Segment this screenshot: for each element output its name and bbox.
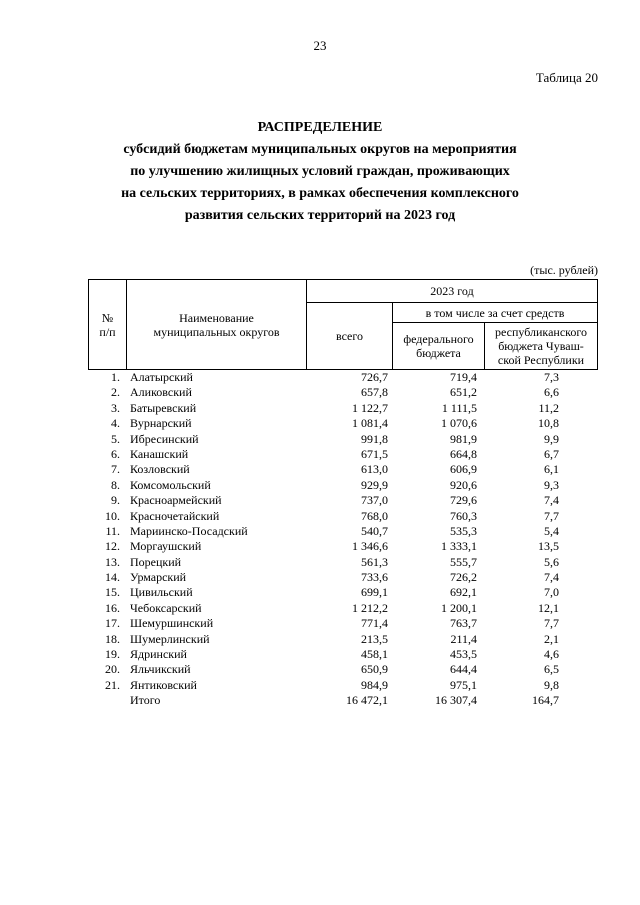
cell-name: Порецкий [130,554,182,569]
header-republic: республиканского бюджета Чуваш- ской Республики [485,323,598,370]
cell-name: Яльчикский [130,662,191,677]
cell-federal: 1 111,5 [441,400,477,415]
table-row [88,601,597,616]
title-line: субсидий бюджетам муниципальных округов на мероприятия [123,142,517,157]
title-line: РАСПРЕДЕЛЕНИЕ [257,120,383,135]
cell-total: 726,7 [361,370,388,384]
cell-republic: 9,8 [544,677,559,692]
table-row [88,478,597,493]
cell-total: 984,9 [361,677,388,692]
cell-name: Красноармейский [130,493,222,508]
table-row [88,678,597,693]
cell-num: 15. [105,585,120,600]
cell-federal: 651,2 [450,385,477,400]
cell-name: Красночетайский [130,508,220,523]
cell-republic: 7,3 [544,370,559,384]
table-row [88,462,597,477]
header-num: № п/п [89,280,127,370]
table-row [88,616,597,631]
cell-republic: 2,1 [544,631,559,646]
cell-num: 18. [105,631,120,646]
cell-total: 1 081,4 [352,416,388,431]
cell-republic: 11,2 [538,400,559,415]
cell-total: 929,9 [361,477,388,492]
table-row [88,493,597,508]
cell-num: 21. [105,677,120,692]
table-row [88,662,597,677]
cell-num: 9. [111,493,120,508]
cell-num: 6. [111,446,120,461]
cell-total: 540,7 [361,523,388,538]
table-row [88,447,597,462]
header-total: всего [307,303,393,370]
header-federal: федерального бюджета [393,323,485,370]
table-body [88,370,597,709]
table-row [88,416,597,431]
cell-republic: 9,3 [544,477,559,492]
cell-num: 11. [105,523,120,538]
cell-republic: 7,7 [544,508,559,523]
cell-federal: 729,6 [450,493,477,508]
cell-num: 16. [105,600,120,615]
table-row [88,370,597,385]
cell-total: 737,0 [361,493,388,508]
cell-total: 1 346,6 [352,539,388,554]
document-title [0,117,640,227]
cell-federal: 535,3 [450,523,477,538]
title-line: по улучшению жилищных условий граждан, проживающих [130,164,510,179]
cell-total: 657,8 [361,385,388,400]
cell-name: Ибресинский [130,431,199,446]
cell-total: 699,1 [361,585,388,600]
cell-federal: 920,6 [450,477,477,492]
table-label: Таблица 20 [535,70,598,85]
table-row [88,432,597,447]
cell-republic: 9,9 [544,431,559,446]
cell-federal: 763,7 [450,616,477,631]
cell-federal: 664,8 [450,446,477,461]
cell-name: Козловский [130,462,190,477]
cell-total: 650,9 [361,662,388,677]
cell-republic: 12,1 [538,600,559,615]
total-row [88,693,597,708]
cell-republic: 7,0 [544,585,559,600]
table-header [88,279,598,370]
table-row [88,585,597,600]
cell-num: 5. [111,431,120,446]
cell-num: 4. [111,416,120,431]
cell-total: 16 472,1 [346,693,388,708]
cell-name: Аликовский [130,385,192,400]
cell-total: 768,0 [361,508,388,523]
cell-federal: 555,7 [450,554,477,569]
cell-republic: 7,4 [544,570,559,585]
cell-federal: 453,5 [450,647,477,662]
cell-num: 13. [105,554,120,569]
cell-federal: 644,4 [450,662,477,677]
cell-num: 7. [111,462,120,477]
cell-federal: 692,1 [450,585,477,600]
cell-name: Чебоксарский [130,600,202,615]
table-row [88,632,597,647]
page-number: 23 [313,38,327,53]
title-line: на сельских территориях, в рамках обеспечения комплексного [121,186,519,201]
cell-republic: 6,6 [544,385,559,400]
cell-federal: 211,4 [450,631,477,646]
cell-name: Итого [130,693,161,708]
header-including: в том числе за счет средств [393,303,598,323]
cell-total: 1 212,2 [352,600,388,615]
header-name: Наименование муниципальных округов [127,280,307,370]
cell-republic: 164,7 [532,693,559,708]
cell-federal: 726,2 [450,570,477,585]
cell-federal: 1 200,1 [441,600,477,615]
cell-name: Ядринский [130,647,187,662]
cell-republic: 10,8 [538,416,559,431]
cell-federal: 16 307,4 [435,693,477,708]
cell-republic: 5,6 [544,554,559,569]
cell-num: 3. [111,400,120,415]
cell-total: 561,3 [361,554,388,569]
cell-name: Шемуршинский [130,616,214,631]
cell-name: Урмарский [130,570,187,585]
cell-republic: 4,6 [544,647,559,662]
cell-federal: 1 333,1 [441,539,477,554]
table-row [88,647,597,662]
table-row [88,509,597,524]
cell-num: 8. [111,477,120,492]
cell-name: Вурнарский [130,416,192,431]
cell-name: Комсомольский [130,477,211,492]
cell-name: Алатырский [130,370,193,384]
units-label: (тыс. рублей) [530,263,598,277]
table-row [88,385,597,400]
cell-name: Цивильский [130,585,193,600]
cell-total: 213,5 [361,631,388,646]
cell-num: 2. [111,385,120,400]
cell-republic: 7,4 [544,493,559,508]
cell-total: 771,4 [361,616,388,631]
cell-num: 14. [105,570,120,585]
cell-federal: 1 070,6 [441,416,477,431]
cell-federal: 606,9 [450,462,477,477]
cell-num: 1. [111,370,120,384]
cell-republic: 13,5 [538,539,559,554]
cell-name: Шумерлинский [130,631,210,646]
title-line: развития сельских территорий на 2023 год [184,208,456,223]
cell-name: Янтиковский [130,677,197,692]
table-row [88,401,597,416]
cell-republic: 6,1 [544,462,559,477]
cell-total: 1 122,7 [352,400,388,415]
table-row [88,524,597,539]
cell-name: Канашский [130,446,189,461]
cell-name: Батыревский [130,400,197,415]
cell-num: 19. [105,647,120,662]
cell-federal: 975,1 [450,677,477,692]
cell-total: 733,6 [361,570,388,585]
cell-num: 20. [105,662,120,677]
table-row [88,555,597,570]
cell-republic: 6,7 [544,446,559,461]
header-year: 2023 год [307,280,598,303]
cell-total: 671,5 [361,446,388,461]
cell-total: 991,8 [361,431,388,446]
cell-federal: 719,4 [450,370,477,384]
cell-republic: 5,4 [544,523,559,538]
table-row [88,539,597,554]
cell-federal: 760,3 [450,508,477,523]
cell-num: 10. [105,508,120,523]
cell-name: Моргаушский [130,539,202,554]
table-row [88,570,597,585]
cell-num: 17. [105,616,120,631]
cell-total: 458,1 [361,647,388,662]
cell-federal: 981,9 [450,431,477,446]
cell-republic: 7,7 [544,616,559,631]
cell-num: 12. [105,539,120,554]
cell-total: 613,0 [361,462,388,477]
cell-name: Мариинско-Посадский [130,523,248,538]
cell-republic: 6,5 [544,662,559,677]
